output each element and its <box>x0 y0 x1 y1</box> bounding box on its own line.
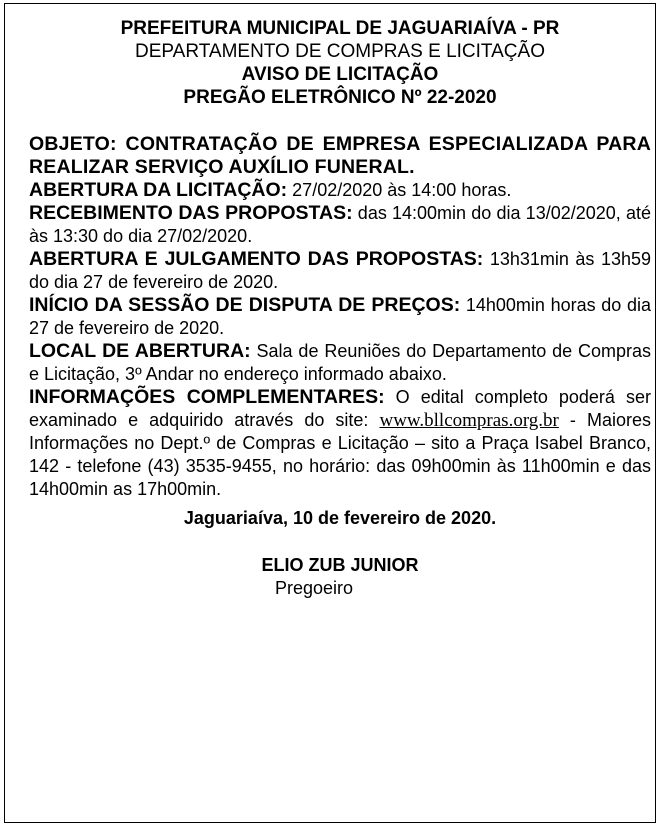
item-text: 27/02/2020 às 14:00 horas. <box>287 180 512 200</box>
notice-frame <box>4 3 656 823</box>
item-text: Sala de Reuniões do Departamento de Compras e Licitação, 3º Andar no endereço informado abaixo. <box>29 341 651 384</box>
notice-title: AVISO DE LICITAÇÃO <box>241 64 439 85</box>
date-line: Jaguariaíva, 10 de fevereiro de 2020. <box>183 508 497 528</box>
item-opening <box>29 179 651 202</box>
item-text: - Maiores Informações no Dept.º de Compras e Licitação – sito a Praça Isabel Branco, 142 - telefone (43) 3535-9455, no horário: das 09h00min às 11h00min e das 14h00min as 17h00min. <box>29 410 651 499</box>
item-label: ABERTURA E JULGAMENTO DAS PROPOSTAS: <box>29 248 484 270</box>
item-label: ABERTURA DA LICITAÇÃO: <box>29 179 288 201</box>
website-link[interactable]: www.bllcompras.org.br <box>379 410 559 431</box>
item-label: INÍCIO DA SESSÃO DE DISPUTA DE PREÇOS: <box>29 294 461 316</box>
signatory-name: ELIO ZUB JUNIOR <box>261 555 419 575</box>
spacer <box>29 109 651 133</box>
item-session-start <box>29 294 651 340</box>
item-judgment <box>29 248 651 294</box>
item-label: RECEBIMENTO DAS PROPOSTAS: <box>29 202 353 224</box>
department-title: DEPARTAMENTO DE COMPRAS E LICITAÇÃO <box>135 41 545 62</box>
item-text: 14h00min horas do dia 27 de fevereiro de 2020. <box>29 295 651 338</box>
item-text: das 14:00min do dia 13/02/2020, até às 13:30 do dia 27/02/2020. <box>29 203 651 246</box>
item-text: 13h31min às 13h59 do dia 27 de fevereiro de 2020. <box>29 249 652 292</box>
municipality-title: PREFEITURA MUNICIPAL DE JAGUARIAÍVA - PR <box>120 18 560 39</box>
item-text: O edital completo poderá ser examinado e adquirido através do site: <box>29 387 651 430</box>
item-complementary-info <box>29 386 651 501</box>
notice-document <box>29 17 651 600</box>
auction-number: PREGÃO ELETRÔNICO Nº 22-2020 <box>183 87 497 108</box>
signatory-role: Pregoeiro <box>275 578 354 598</box>
object-statement: OBJETO: CONTRATAÇÃO DE EMPRESA ESPECIALIZADA PARA REALIZAR SERVIÇO AUXÍLIO FUNERAL. <box>29 133 651 178</box>
item-label: INFORMAÇÕES COMPLEMENTARES: <box>29 386 385 408</box>
item-label: LOCAL DE ABERTURA: <box>29 340 251 362</box>
item-proposals-receipt <box>29 202 651 248</box>
item-location <box>29 340 651 386</box>
